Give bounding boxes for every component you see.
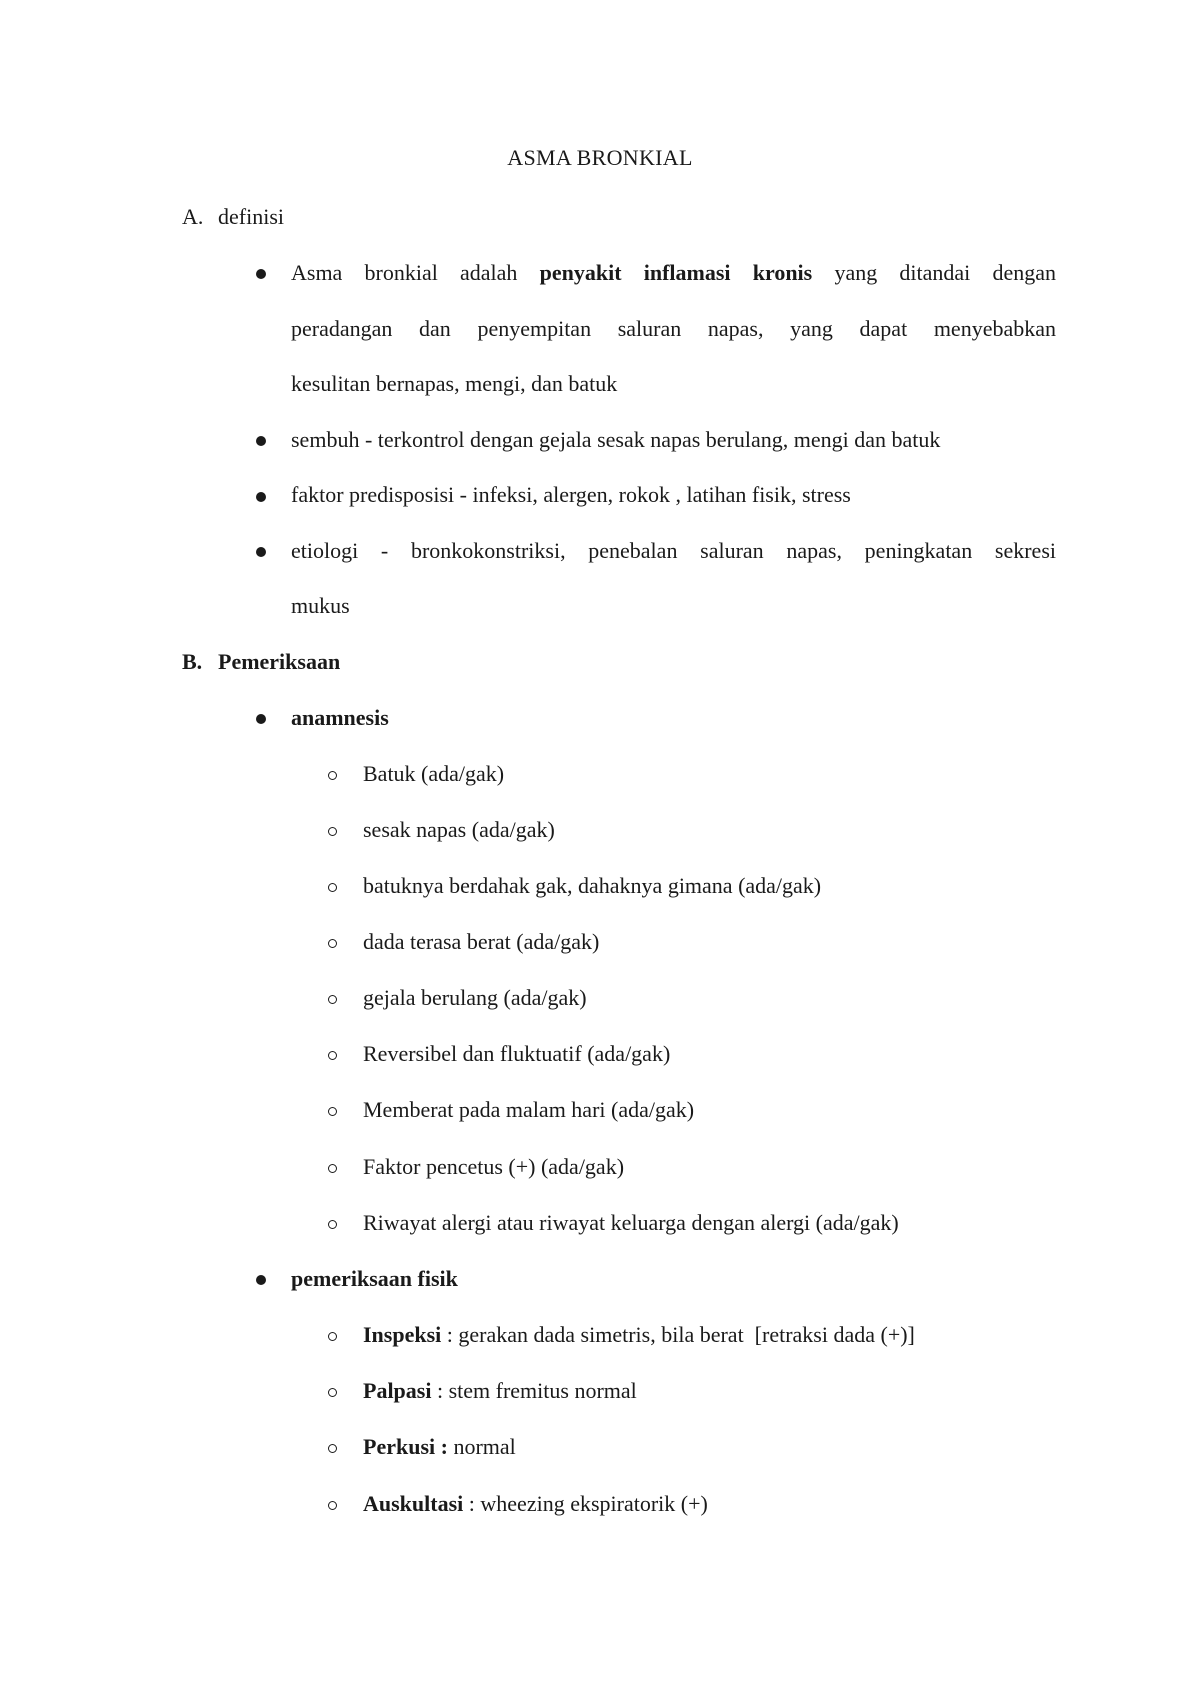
circle-bullet-icon	[328, 827, 337, 836]
anamnesis-item: gejala berulang (ada/gak)	[363, 985, 587, 1010]
circle-bullet-icon	[328, 995, 337, 1004]
list-item: faktor predisposisi - infeksi, alergen, rokok , latihan fisik, stress	[291, 482, 851, 507]
anamnesis-item: dada terasa berat (ada/gak)	[363, 929, 600, 954]
anamnesis-item: Faktor pencetus (+) (ada/gak)	[363, 1154, 625, 1179]
definition-text: yang ditandai dengan	[834, 260, 1056, 285]
section-a-marker: A.	[182, 204, 204, 229]
bullet-icon	[256, 1275, 266, 1285]
bullet-icon	[256, 436, 266, 446]
fisik-label: Inspeksi	[363, 1322, 442, 1347]
circle-bullet-icon	[328, 883, 337, 892]
anamnesis-item: Riwayat alergi atau riwayat keluarga dengan alergi (ada/gak)	[363, 1210, 899, 1235]
fisik-item-palpasi	[363, 1377, 637, 1405]
circle-bullet-icon	[328, 1164, 337, 1173]
fisik-text: normal	[453, 1434, 516, 1459]
page-title: ASMA BRONKIAL	[507, 145, 693, 170]
fisik-text: wheezing ekspiratorik (+)	[480, 1491, 708, 1516]
circle-bullet-icon	[328, 939, 337, 948]
bullet-icon	[256, 269, 266, 279]
fisik-item-perkusi	[363, 1433, 516, 1461]
definition-line-2: peradangan dan penyempitan saluran napas, yang dapat menyebabkan	[291, 316, 1056, 341]
anamnesis-item: batuknya berdahak gak, dahaknya gimana (ada/gak)	[363, 873, 822, 898]
circle-bullet-icon	[328, 1388, 337, 1397]
circle-bullet-icon	[328, 1051, 337, 1060]
list-item: etiologi - bronkokonstriksi, penebalan saluran napas, peningkatan sekresi	[291, 538, 1056, 563]
definition-text: Asma bronkial adalah	[291, 260, 518, 285]
anamnesis-item: Batuk (ada/gak)	[363, 761, 505, 786]
section-b-marker: B.	[182, 649, 203, 674]
list-item: sembuh - terkontrol dengan gejala sesak napas berulang, mengi dan batuk	[291, 427, 941, 452]
circle-bullet-icon	[328, 1332, 337, 1341]
fisik-sep: :	[431, 1378, 449, 1403]
fisik-label: Perkusi :	[363, 1434, 448, 1459]
anamnesis-item: sesak napas (ada/gak)	[363, 817, 555, 842]
bullet-icon	[256, 547, 266, 557]
fisik-item-auskultasi	[363, 1490, 708, 1518]
fisik-sep: :	[441, 1322, 459, 1347]
fisik-item-inspeksi	[363, 1321, 915, 1349]
definition-line-3: kesulitan bernapas, mengi, dan batuk	[291, 371, 618, 396]
anamnesis-item: Reversibel dan fluktuatif (ada/gak)	[363, 1041, 671, 1066]
bullet-icon	[256, 492, 266, 502]
section-b-title: Pemeriksaan	[218, 649, 341, 674]
anamnesis-item: Memberat pada malam hari (ada/gak)	[363, 1097, 695, 1122]
circle-bullet-icon	[328, 1501, 337, 1510]
circle-bullet-icon	[328, 1220, 337, 1229]
fisik-sep: :	[463, 1491, 481, 1516]
fisik-label: Auskultasi	[363, 1491, 464, 1516]
fisik-text: stem fremitus normal	[448, 1378, 637, 1403]
fisik-text: gerakan dada simetris, bila berat [retraksi dada (+)]	[458, 1322, 915, 1347]
anamnesis-heading: anamnesis	[291, 705, 389, 730]
bullet-icon	[256, 714, 266, 724]
fisik-label: Palpasi	[363, 1378, 432, 1403]
definition-bold: penyakit inflamasi kronis	[539, 260, 813, 285]
circle-bullet-icon	[328, 1444, 337, 1453]
circle-bullet-icon	[328, 771, 337, 780]
circle-bullet-icon	[328, 1107, 337, 1116]
fisik-heading: pemeriksaan fisik	[291, 1266, 458, 1291]
definition-line-1	[291, 259, 1056, 287]
section-a-title: definisi	[218, 204, 284, 229]
list-item-continuation: mukus	[291, 593, 350, 618]
